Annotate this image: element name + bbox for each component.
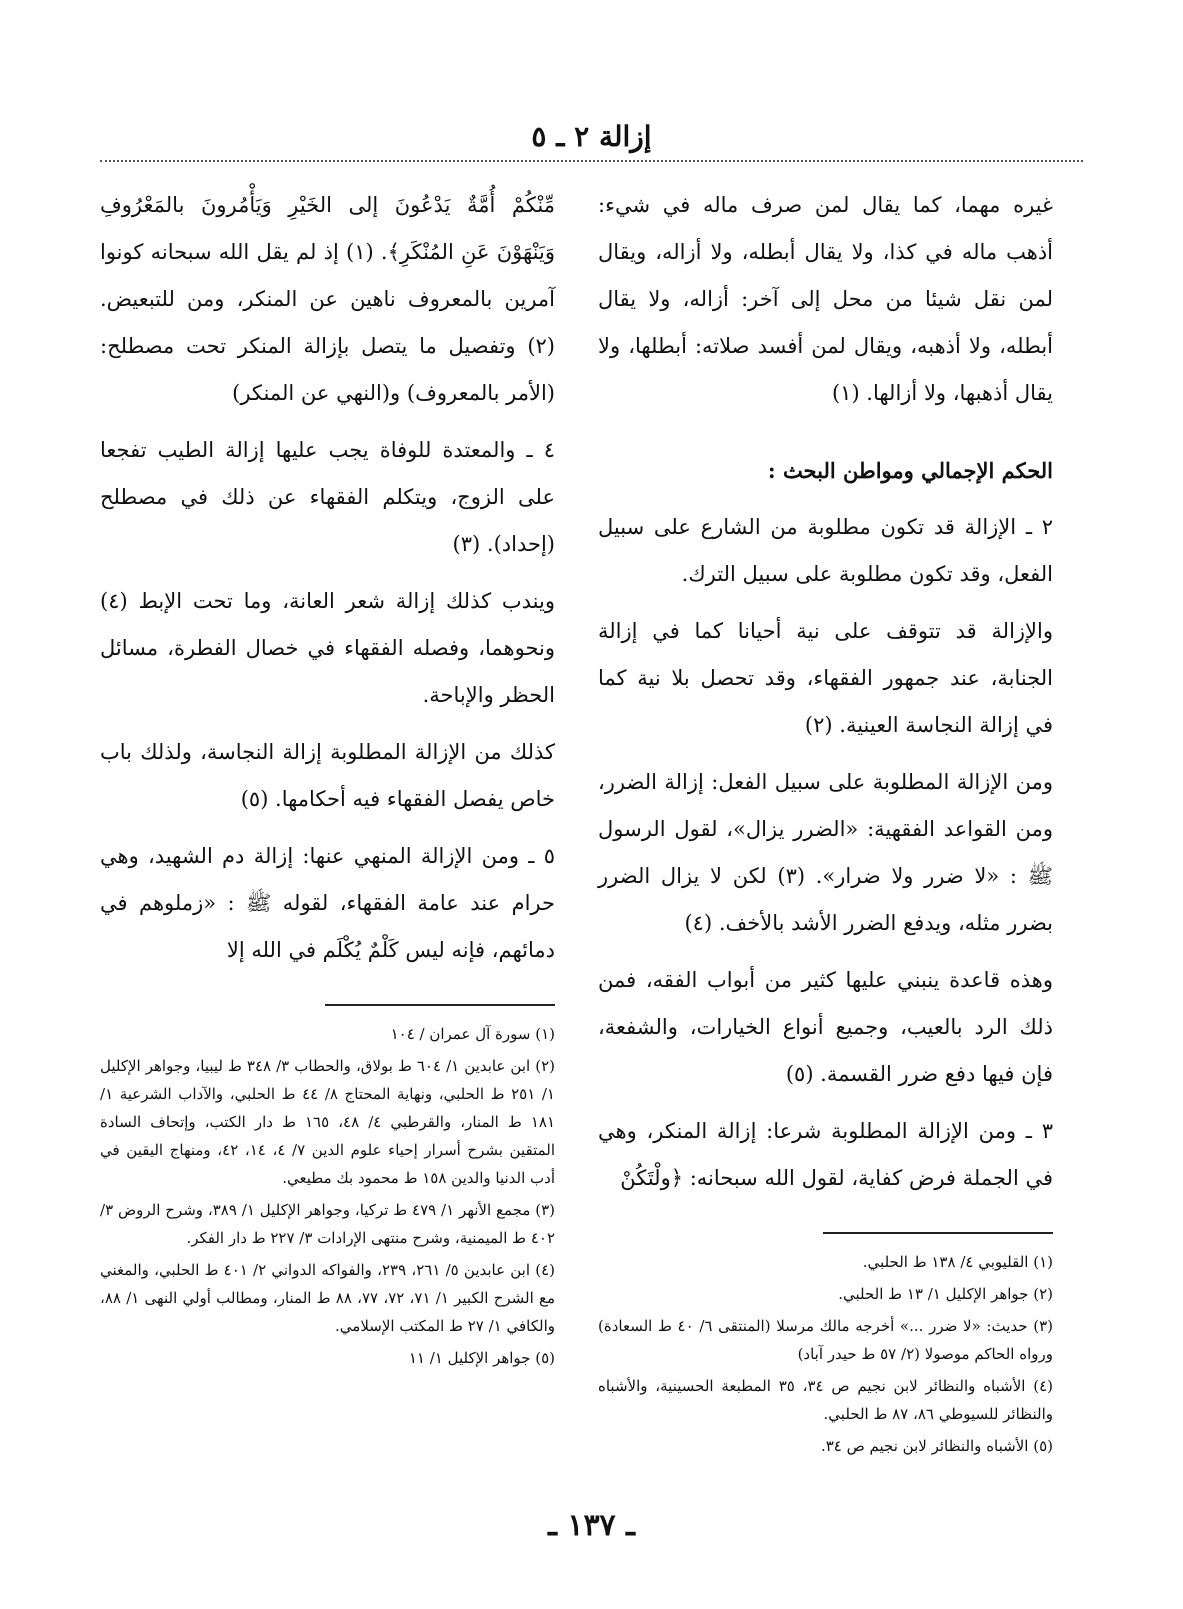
footnote: (٣) مجمع الأنهر ١/ ٤٧٩ ط تركيا، وجواهر الإكليل ١/ ٣٨٩، وشرح الروض ٣/ ٤٠٢ ط الميمنية، وشرح منتهى الإرادات ٣/ ٢٢٧ ط دار الفكر.: [100, 1201, 556, 1247]
section-heading: الحكم الإجمالي ومواطن البحث :: [767, 458, 1053, 483]
right-column: [598, 182, 1053, 1464]
footnote-divider: [325, 1004, 555, 1006]
footnote: (٤) الأشباه والنظائر لابن نجيم ص ٣٤، ٣٥ المطبعة الحسينية، والأشباه والنظائر للسيوطي ٨٦، ٨٧ ط الحلبي.: [598, 1377, 1053, 1423]
page-header-title: إزالة ٢ ـ ٥: [531, 120, 652, 153]
left-column-body: [100, 182, 555, 974]
left-footnotes: [100, 1020, 555, 1372]
left-column: [100, 182, 555, 1376]
paragraph: ومن الإزالة المطلوبة على سبيل الفعل: إزالة الضرر، ومن القواعد الفقهية: «الضرر يزال»، لقول الرسول ﷺ : «لا ضرر ولا ضرار». (٣) لكن لا يزال الضرر بضرر مثله، ويدفع الضرر الأشد بالأخف. (٤): [598, 770, 1053, 935]
footnote: (٢) ابن عابدين ١/ ٦٠٤ ط بولاق، والحطاب ٣/ ٣٤٨ ط ليبيا، وجواهر الإكليل ١/ ٢٥١ ط الحلبي، ونهاية المحتاج ٨/ ٤٤ ط الحلبي، والآداب الشرعية ١/ ١٨١ ط المنار، والقرطبي ٤/ ٤٨، ١٦٥ ط دار الكتب، وإتحاف السادة المتقين بشرح أسرار إحياء علوم الدين ٧/ ٤، ١٤، ٤٢، ومنهاج اليقين في أدب الدنيا والدين ١٥٨ ط محمود بك مطيعي.: [100, 1057, 556, 1187]
footnote: (١) سورة آل عمران / ١٠٤: [390, 1025, 555, 1043]
paragraph: ٢ ـ الإزالة قد تكون مطلوبة من الشارع على سبيل الفعل، وقد تكون مطلوبة على سبيل الترك.: [598, 515, 1053, 586]
footnote: (٥) الأشباه والنظائر لابن نجيم ص ٣٤.: [820, 1437, 1053, 1455]
right-column-body: [598, 182, 1053, 1202]
page-number: ـ ١٣٧ ـ: [548, 1508, 635, 1543]
paragraph: والإزالة قد تتوقف على نية أحيانا كما في إزالة الجنابة، عند جمهور الفقهاء، وقد تحصل بلا نية كما في إزالة النجاسة العينية. (٢): [598, 619, 1053, 737]
footnote: (١) القليوبي ٤/ ١٣٨ ط الحلبي.: [862, 1253, 1053, 1271]
footnote: (٢) جواهر الإكليل ١/ ١٣ ط الحلبي.: [838, 1285, 1053, 1303]
footnote: (٥) جواهر الإكليل ١/ ١١: [408, 1349, 555, 1367]
paragraph: ٥ ـ ومن الإزالة المنهي عنها: إزالة دم الشهيد، وهي حرام عند عامة الفقهاء، لقوله ﷺ : «زملوهم في دمائهم، فإنه ليس كَلْمٌ يُكْلَم في الله إلا: [100, 844, 555, 962]
paragraph: غيره مهما، كما يقال لمن صرف ماله في شيء: أذهب ماله في كذا، ولا يقال أبطله، ولا أزاله، ويقال لمن نقل شيئا من محل إلى آخر: أزاله، ولا يقال أبطله، ولا أذهبه، ويقال لمن أفسد صلاته: أبطلها، ولا يقال أذهبها، ولا أزالها. (١): [598, 193, 1053, 405]
paragraph: وهذه قاعدة ينبني عليها كثير من أبواب الفقه، فمن ذلك الرد بالعيب، وجميع أنواع الخيارات، والشفعة، فإن فيها دفع ضرر القسمة. (٥): [598, 968, 1053, 1086]
footnote: (٣) حديث: «لا ضرر ...» أخرجه مالك مرسلا (المنتقى ٦/ ٤٠ ط السعادة) ورواه الحاكم موصولا (٢/ ٥٧ ط حيدر آباد): [598, 1317, 1053, 1363]
paragraph: ويندب كذلك إزالة شعر العانة، وما تحت الإبط (٤) ونحوهما، وفصله الفقهاء في خصال الفطرة، مسائل الحظر والإباحة.: [100, 589, 555, 707]
header-divider: [100, 160, 1083, 162]
paragraph: ٣ ـ ومن الإزالة المطلوبة شرعا: إزالة المنكر، وهي في الجملة فرض كفاية، لقول الله سبحانه: ﴿ولْتَكُنْ: [598, 1119, 1053, 1190]
paragraph: كذلك من الإزالة المطلوبة إزالة النجاسة، ولذلك باب خاص يفصل الفقهاء فيه أحكامها. (٥): [100, 740, 555, 811]
footnote: (٤) ابن عابدين ٥/ ٢٦١، ٢٣٩، والفواكه الدواني ٢/ ٤٠١ ط الحلبي، والمغني مع الشرح الكبير ١/ ٧١، ٧٢، ٧٧، ٨٨ ط المنار، ومطالب أولي النهى ١/ ٨٨، والكافي ١/ ٢٧ ط المكتب الإسلامي.: [100, 1261, 556, 1335]
paragraph: ٤ ـ والمعتدة للوفاة يجب عليها إزالة الطيب تفجعا على الزوج، ويتكلم الفقهاء عن ذلك في مصطلح (إحداد). (٣): [100, 438, 555, 556]
footnote-divider: [823, 1232, 1053, 1234]
right-footnotes: [598, 1248, 1053, 1460]
paragraph: مِّنْكُمْ أُمَّةٌ يَدْعُونَ إلى الخَيْرِ وَيَأْمُرونَ بالمَعْرُوفِ وَيَنْهَوْنَ عَنِ المُنْكَرِ﴾. (١) إذ لم يقل الله سبحانه كونوا آمرين بالمعروف ناهين عن المنكر، ومن للتبعيض. (٢) وتفصيل ما يتصل بإزالة المنكر تحت مصطلح: (الأمر بالمعروف) و(النهي عن المنكر): [100, 193, 555, 405]
